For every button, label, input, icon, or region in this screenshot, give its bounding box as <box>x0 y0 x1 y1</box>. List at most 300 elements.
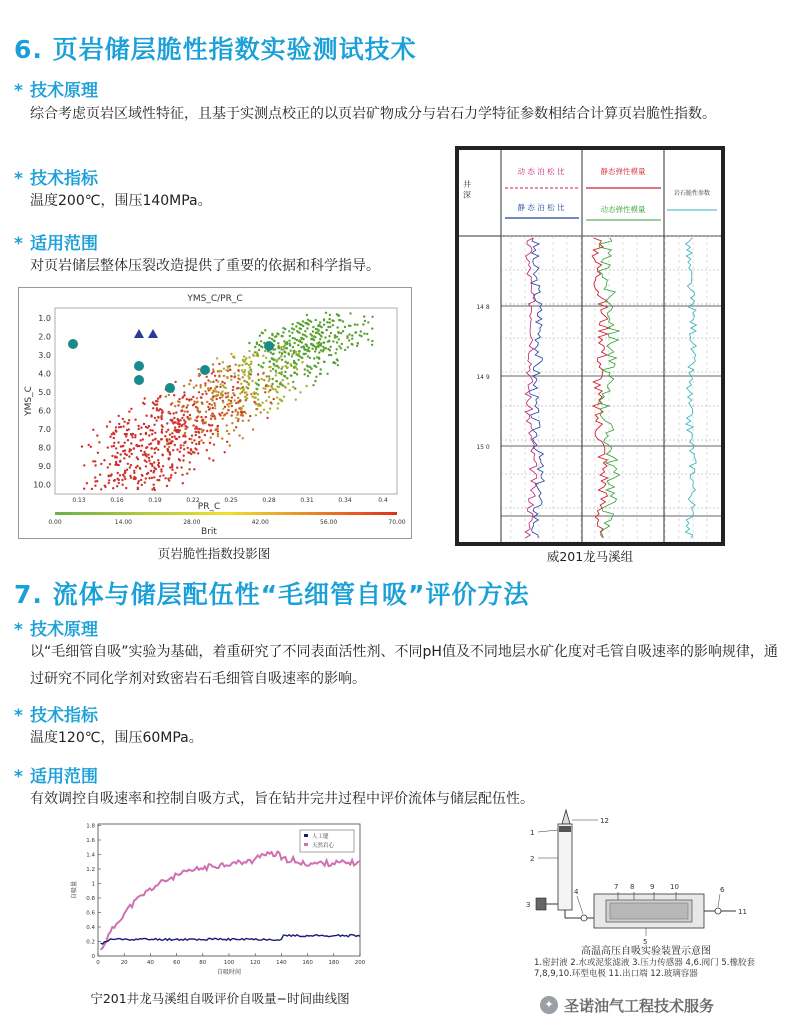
scatter-point <box>206 376 208 378</box>
scatter-point <box>229 365 231 367</box>
asterisk-icon: * <box>14 620 23 640</box>
imbibition-curve-plot <box>68 816 368 978</box>
curve-ytick: 1.4 <box>86 852 95 859</box>
scatter-point <box>312 326 314 328</box>
calibration-point <box>165 383 175 393</box>
scatter-point <box>333 361 335 363</box>
scatter-point <box>316 328 318 330</box>
scatter-point <box>171 466 173 468</box>
scatter-point <box>229 403 231 405</box>
scatter-point <box>218 370 220 372</box>
glass-container <box>558 824 572 910</box>
scatter-point <box>322 341 324 343</box>
scatter-xtick: 0.16 <box>110 497 124 504</box>
scatter-point <box>284 355 286 357</box>
scatter-point <box>150 447 152 449</box>
scatter-point <box>268 375 270 377</box>
scatter-point <box>206 430 208 432</box>
scatter-point <box>311 337 313 339</box>
scatter-point <box>349 325 351 327</box>
scatter-point <box>305 344 307 346</box>
scatter-point <box>266 417 268 419</box>
scatter-point <box>191 435 193 437</box>
scatter-point <box>83 464 85 466</box>
scatter-point <box>292 386 294 388</box>
scatter-point <box>323 361 325 363</box>
label-1: 1 <box>530 829 535 837</box>
scatter-point <box>325 329 327 331</box>
scatter-point <box>86 482 88 484</box>
scatter-point <box>315 319 317 321</box>
sec6-indicator-heading: * 技术指标 <box>14 169 98 189</box>
scatter-point <box>122 418 124 420</box>
scatter-point <box>286 366 288 368</box>
brit-tick: 70.00 <box>388 519 406 526</box>
scatter-point <box>286 377 288 379</box>
scatter-point <box>256 388 258 390</box>
scatter-point <box>270 401 272 403</box>
scatter-point <box>340 347 342 349</box>
scatter-point <box>208 424 210 426</box>
scatter-point <box>293 367 295 369</box>
scatter-point <box>156 407 158 409</box>
sec6-principle-text: 综合考虑页岩区域性特征，且基于实测点校正的以页岩矿物成分与岩石力学特征参数相结合计算页岩脆性指数。 <box>30 106 716 122</box>
scatter-point <box>116 452 118 454</box>
scatter-point <box>214 407 216 409</box>
scatter-point <box>318 357 320 359</box>
scatter-point <box>133 472 135 474</box>
scatter-point <box>157 449 159 451</box>
curve-ytick: 1.2 <box>86 867 95 873</box>
scatter-point <box>234 410 236 412</box>
scatter-point <box>165 431 167 433</box>
scatter-point <box>181 409 183 411</box>
scatter-point <box>140 479 142 481</box>
scatter-point <box>237 420 239 422</box>
scatter-point <box>231 405 233 407</box>
scatter-point <box>280 383 282 385</box>
scatter-point <box>272 339 274 341</box>
scatter-point <box>283 346 285 348</box>
scatter-point <box>134 419 136 421</box>
scatter-point <box>279 398 281 400</box>
scatter-point <box>226 430 228 432</box>
scatter-point <box>366 333 368 335</box>
scatter-point <box>187 447 189 449</box>
scatter-point <box>81 445 83 447</box>
scatter-point <box>304 322 306 324</box>
scatter-point <box>161 412 163 414</box>
scatter-point <box>183 391 185 393</box>
scatter-point <box>356 324 358 326</box>
scatter-point <box>92 429 94 431</box>
curve-xtick: 0 <box>96 960 100 966</box>
scatter-point <box>253 393 255 395</box>
scatter-point <box>171 469 173 471</box>
scatter-point <box>344 326 346 328</box>
scatter-point <box>241 412 243 414</box>
scatter-point <box>314 350 316 352</box>
asterisk-icon: * <box>14 81 23 101</box>
scatter-point <box>257 373 259 375</box>
log-track1-top-label: 动 态 泊 松 比 <box>517 167 565 176</box>
scatter-point <box>193 439 195 441</box>
scatter-point <box>157 459 159 461</box>
scatter-point <box>248 350 250 352</box>
scatter-point <box>177 400 179 402</box>
scatter-point <box>171 432 173 434</box>
scatter-point <box>140 427 142 429</box>
scatter-point <box>292 323 294 325</box>
scatter-point <box>214 405 216 407</box>
scatter-point <box>313 357 315 359</box>
scatter-point <box>159 396 161 398</box>
scatter-point <box>267 411 269 413</box>
scatter-point <box>258 349 260 351</box>
scatter-point <box>183 394 185 396</box>
scatter-point <box>226 412 228 414</box>
scatter-point <box>317 345 319 347</box>
scatter-point <box>231 414 233 416</box>
scatter-point <box>90 446 92 448</box>
scatter-point <box>178 436 180 438</box>
scatter-point <box>244 399 246 401</box>
scatter-point <box>176 448 178 450</box>
scatter-point <box>123 421 125 423</box>
scatter-point <box>131 436 133 438</box>
scatter-point <box>212 368 214 370</box>
scatter-point <box>253 396 255 398</box>
scatter-point <box>226 403 228 405</box>
scatter-point <box>291 332 293 334</box>
scatter-point <box>295 363 297 365</box>
scatter-point <box>173 417 175 419</box>
scatter-point <box>184 428 186 430</box>
scatter-xtick: 0.13 <box>72 497 86 504</box>
scatter-point <box>207 387 209 389</box>
scatter-point <box>289 389 291 391</box>
label-4: 4 <box>574 888 579 896</box>
scatter-point <box>337 364 339 366</box>
scatter-point <box>142 438 144 440</box>
scatter-point <box>329 314 331 316</box>
scatter-point <box>241 364 243 366</box>
scatter-point <box>335 352 337 354</box>
watermark-text: 圣诺油气工程技术服务 <box>564 996 715 1015</box>
scatter-point <box>268 396 270 398</box>
scatter-ytick: 9.0 <box>38 462 51 471</box>
scatter-point <box>261 366 263 368</box>
scatter-point <box>194 447 196 449</box>
scatter-point <box>269 389 271 391</box>
scatter-point <box>186 398 188 400</box>
scatter-point <box>113 480 115 482</box>
scatter-point <box>322 346 324 348</box>
scatter-point <box>269 360 271 362</box>
scatter-point <box>189 461 191 463</box>
scatter-xtick: 0.34 <box>338 497 352 504</box>
scatter-point <box>168 394 170 396</box>
scatter-point <box>242 437 244 439</box>
scatter-point <box>124 453 126 455</box>
scatter-point <box>176 431 178 433</box>
scatter-point <box>294 387 296 389</box>
scatter-point <box>115 426 117 428</box>
scatter-xtick: 0.31 <box>300 497 314 504</box>
scatter-point <box>242 376 244 378</box>
scatter-point <box>240 407 242 409</box>
scatter-point <box>174 405 176 407</box>
scatter-point <box>274 336 276 338</box>
scatter-point <box>210 429 212 431</box>
scatter-point <box>261 332 263 334</box>
scatter-point <box>153 476 155 478</box>
scatter-point <box>186 416 188 418</box>
scatter-point <box>309 357 311 359</box>
scatter-point <box>288 330 290 332</box>
scatter-point <box>115 461 117 463</box>
scatter-point <box>196 416 198 418</box>
scatter-point <box>153 484 155 486</box>
scatter-point <box>281 348 283 350</box>
scatter-point <box>178 398 180 400</box>
scatter-point <box>254 346 256 348</box>
scatter-point <box>305 335 307 337</box>
scatter-point <box>363 333 365 335</box>
section-6-title: 6. 页岩储层脆性指数实验测试技术 <box>14 35 417 64</box>
scatter-point <box>265 400 267 402</box>
log-depth-label: 14 8 <box>476 304 490 311</box>
curve-xtick: 80 <box>199 960 207 966</box>
scatter-point <box>197 407 199 409</box>
scatter-point <box>235 426 237 428</box>
curve-xlabel: 自吸时间 <box>216 969 242 976</box>
scatter-point <box>182 459 184 461</box>
scatter-point <box>119 460 121 462</box>
scatter-point <box>347 346 349 348</box>
scatter-point <box>348 339 350 341</box>
scatter-point <box>193 468 195 470</box>
scatter-point <box>346 337 348 339</box>
scatter-point <box>181 424 183 426</box>
scatter-point <box>122 484 124 486</box>
scatter-point <box>145 461 147 463</box>
scatter-point <box>134 436 136 438</box>
scatter-point <box>291 327 293 329</box>
scatter-point <box>156 479 158 481</box>
scatter-point <box>292 353 294 355</box>
scatter-point <box>106 425 108 427</box>
scatter-point <box>222 418 224 420</box>
scatter-point <box>280 373 282 375</box>
scatter-point <box>167 429 169 431</box>
scatter-xtick: 0.4 <box>378 497 388 504</box>
scatter-point <box>140 450 142 452</box>
scatter-point <box>118 415 120 417</box>
scatter-point <box>229 444 231 446</box>
scatter-point <box>283 348 285 350</box>
scatter-point <box>207 379 209 381</box>
scatter-point <box>149 429 151 431</box>
scatter-point <box>135 466 137 468</box>
scatter-point <box>276 332 278 334</box>
scatter-point <box>283 351 285 353</box>
scatter-point <box>271 334 273 336</box>
legend-swatch-natural <box>304 843 308 846</box>
scatter-point <box>123 457 125 459</box>
scatter-point <box>174 381 176 383</box>
scatter-point <box>210 418 212 420</box>
scatter-point <box>293 361 295 363</box>
scatter-point <box>179 451 181 453</box>
scatter-point <box>188 418 190 420</box>
scatter-point <box>272 378 274 380</box>
scatter-point <box>192 451 194 453</box>
label-12: 12 <box>600 817 609 825</box>
scatter-point <box>337 314 339 316</box>
scatter-point <box>151 477 153 479</box>
scatter-point <box>136 444 138 446</box>
scatter-point <box>328 340 330 342</box>
scatter-point <box>177 422 179 424</box>
scatter-point <box>235 417 237 419</box>
scatter-point <box>237 397 239 399</box>
scatter-point <box>189 379 191 381</box>
scatter-point <box>174 426 176 428</box>
scatter-point <box>128 450 130 452</box>
scatter-point <box>216 357 218 359</box>
scatter-point <box>168 443 170 445</box>
scatter-point <box>218 413 220 415</box>
scatter-point <box>181 474 183 476</box>
scatter-point <box>115 447 117 449</box>
scatter-point <box>222 361 224 363</box>
scatter-point <box>341 343 343 345</box>
scatter-point <box>277 342 279 344</box>
scatter-point <box>153 403 155 405</box>
valve-4 <box>581 915 587 921</box>
scatter-point <box>118 423 120 425</box>
scatter-point <box>180 466 182 468</box>
scatter-point <box>154 417 156 419</box>
scatter-point <box>148 434 150 436</box>
scatter-point <box>92 460 94 462</box>
curve-xtick: 60 <box>173 960 181 966</box>
scatter-point <box>250 361 252 363</box>
scatter-point <box>217 425 219 427</box>
scatter-point <box>198 391 200 393</box>
scatter-point <box>145 465 147 467</box>
scatter-point <box>232 389 234 391</box>
scatter-point <box>276 365 278 367</box>
scatter-point <box>98 441 100 443</box>
scatter-point <box>112 432 114 434</box>
scatter-point <box>155 400 157 402</box>
scatter-point <box>250 370 252 372</box>
scatter-point <box>171 436 173 438</box>
scatter-point <box>165 395 167 397</box>
scatter-point <box>300 337 302 339</box>
scatter-point <box>190 398 192 400</box>
scatter-point <box>230 400 232 402</box>
scatter-point <box>280 355 282 357</box>
scatter-point <box>216 386 218 388</box>
scatter-point <box>319 321 321 323</box>
scatter-point <box>271 386 273 388</box>
scatter-point <box>342 320 344 322</box>
scatter-point <box>284 375 286 377</box>
scatter-point <box>223 414 225 416</box>
scatter-point <box>272 368 274 370</box>
scatter-point <box>162 454 164 456</box>
scatter-point <box>332 340 334 342</box>
scatter-point <box>190 448 192 450</box>
scatter-point <box>157 416 159 418</box>
scatter-point <box>354 323 356 325</box>
scatter-point <box>204 434 206 436</box>
scatter-point <box>276 386 278 388</box>
scatter-point <box>161 429 163 431</box>
scatter-point <box>212 433 214 435</box>
scatter-point <box>255 382 257 384</box>
scatter-point <box>251 380 253 382</box>
scatter-point <box>195 434 197 436</box>
scatter-point <box>227 392 229 394</box>
log-track2-bottom-label: 动态弹性模量 <box>600 205 646 214</box>
scatter-point <box>289 344 291 346</box>
scatter-point <box>164 477 166 479</box>
scatter-point <box>250 363 252 365</box>
curve-xtick: 120 <box>249 960 261 966</box>
scatter-point <box>183 455 185 457</box>
scatter-point <box>115 430 117 432</box>
scatter-point <box>242 420 244 422</box>
scatter-point <box>166 485 168 487</box>
scatter-point <box>94 485 96 487</box>
calibration-point <box>68 339 78 349</box>
scatter-point <box>88 444 90 446</box>
scatter-point <box>91 488 93 490</box>
scatter-point <box>237 381 239 383</box>
scatter-point <box>239 378 241 380</box>
scatter-point <box>214 429 216 431</box>
curve-ylabel: 自吸量 <box>71 880 78 900</box>
scatter-point <box>134 434 136 436</box>
scatter-point <box>228 405 230 407</box>
scatter-point <box>206 449 208 451</box>
scatter-point <box>133 478 135 480</box>
brit-tick: 42.00 <box>251 519 269 526</box>
scatter-point <box>128 419 130 421</box>
scatter-title: YMS_C/PR_C <box>187 294 243 304</box>
scatter-point <box>282 331 284 333</box>
scatter-point <box>226 424 228 426</box>
scatter-ylabel: YMS_C <box>24 386 34 416</box>
scatter-point <box>173 435 175 437</box>
valve-6 <box>715 908 721 914</box>
scatter-point <box>320 335 322 337</box>
scatter-point <box>243 371 245 373</box>
scatter-point <box>145 432 147 434</box>
scatter-point <box>159 475 161 477</box>
scatter-point <box>240 409 242 411</box>
scatter-point <box>240 383 242 385</box>
scatter-point <box>275 371 277 373</box>
scatter-point <box>252 428 254 430</box>
scatter-point <box>205 411 207 413</box>
scatter-point <box>282 379 284 381</box>
scatter-point <box>168 479 170 481</box>
